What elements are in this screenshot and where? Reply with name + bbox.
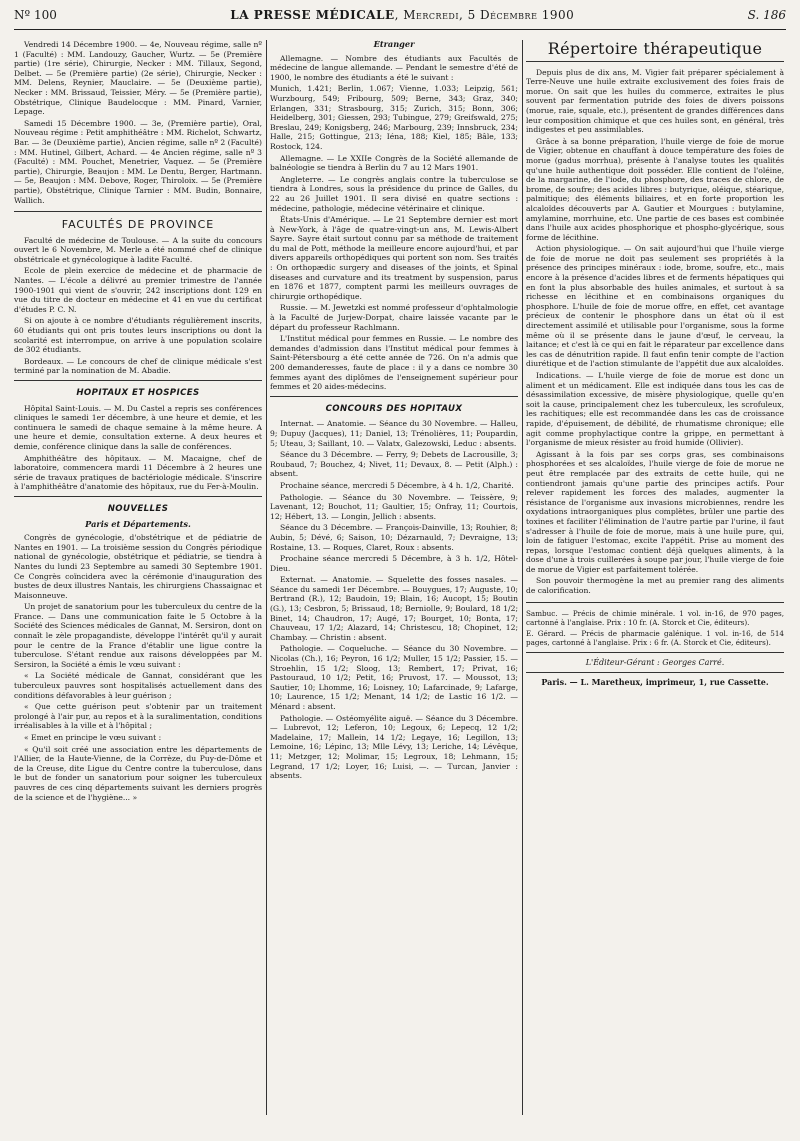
exam-schedule-friday: Vendredi 14 Décembre 1900. — 4e, Nouveau régime, salle nº 1 (Faculté) : MM. Landouzy, Gaucher, Wurtz. — 5e (Première partie) (1re série), Chirurgie, Necker : MM. Tillaux, Segond, Delbet. — 5e (Première partie) (2e série), Chirurgie, Necker : MM. Delens, Reynier, Mauclaire. — 5e (Deuxième partie), Necker : MM. Brissaud, Teissier, Méry. — 5e (Première partie), Obstétrique, Clinique Baudelocque : MM. Pinard, Varnier, Lepage.: [14, 40, 262, 117]
columns: [14, 40, 786, 1115]
printer-line: [526, 672, 784, 688]
news-bordeaux: Bordeaux. — Le concours de chef de clinique médicale s'est terminé par la nomination de M. Abadie.: [14, 356, 262, 376]
externat-anatomie: Externat. — Anatomie. — Squelette des fosses nasales. — Séance du samedi 1er Décembre. — Bouygues, 17; Auguste, 10; Bertrand (R.), 12; Baudoin, 19; Blain, 16; Aucopt, 15; Boutin (G.), 13; Cesbron, 5; Brissaud, 18; Berniolle, 9; Boulard, 18 1/2; Binet, 14; Chaudron, 17; Augé, 17; Bourget, 10; Bonta, 17; Chauveau, 17 1/2; Alazard, 14; Christescu, 18; Chopinet, 12; Chambay. — Christin : absent.: [270, 575, 518, 642]
section-title-hopitaux: HOPITAUX ET HOSPICES: [14, 380, 262, 399]
repertoire-title: Répertoire thérapeutique: [526, 40, 784, 62]
book-notices: [526, 602, 784, 647]
issue-number: Nº 100: [14, 8, 57, 22]
news-saint-louis: Hôpital Saint-Louis. — M. Du Castel a repris ses conférences cliniques le samedi 1er décembre, à une heure et demie, et les continuera le samedi de chaque semaine à la même heure. A une heure et demie, consultation externe. A deux heures et demie, conférence clinique dans la salle de conférences.: [14, 403, 262, 451]
exam-schedule-saturday: Samedi 15 Décembre 1900. — 3e, (Première partie), Oral, Nouveau régime : Petit amphithéâtre : MM. Richelot, Schwartz, Bar. — 3e (Deuxième partie), Ancien régime, salle nº 2 (Faculté) : MM. Hutinel, Gilbert, Achard. — 4e Ancien régime, salle nº 3 (Faculté) : MM. Pouchet, Menetrier, Vaquez. — 5e (Première partie), Chirurgie, Beaujon : MM. Le Dentu, Berger, Hartmann. — 5e, Beaujon : MM. Debove, Roger, Thiroloix. — 5e (Première partie), Obstétrique, Clinique Tarnier : MM. Budin, Bonnaire, Wallich.: [14, 118, 262, 205]
editor-line: [526, 652, 784, 668]
book-sambuc: Sambuc. — Précis de chimie minérale. 1 vol. in-16, de 970 pages, cartonné à l'anglaise. Prix : 10 fr. (A. Storck et Cie, éditeurs).: [526, 608, 784, 627]
news-allemagne-etudiants: Allemagne. — Nombre des étudiants aux Facultés de médecine de langue allemande. — Pendant le semestre d'été de 1900, le nombre des étudiants a été le suivant :: [270, 53, 518, 82]
section-title-facultes: FACULTÉS DE PROVINCE: [14, 211, 262, 230]
news-nantes-2: Si on ajoute à ce nombre d'étudiants régulièrement inscrits, 60 étudiants qui ont pris toutes leurs inscriptions ou dont la scolarité est interrompue, on arrive à une population scolaire de 302 étudiants.: [14, 316, 262, 355]
repertoire-indications: Indications. — L'huile vierge de foie de morue est donc un aliment et un médicament. Elle est indiquée dans tous les cas de désassimilation excessive, de misère physiologique, quelle qu'en soit la cause, principalement chez les tuberculeux, les scrofuleux, les rachitiques; elle est recommandée dans les cas de croissance rapide, d'épuisement, de débilité, de rhumatisme chronique; elle agit comme prophylactique contre la grippe, en permettant à l'organisme de mieux résister au froid humide (Ollivier).: [526, 371, 784, 448]
externat-pathologie-osteomyelite: Pathologie. — Ostéomyélite aiguë. — Séance du 3 Décembre. — Lubrevot, 12; Leferon, 10; Legoux, 6; Lepecq, 12 1/2; Madelaine, 17; Mallein, 14 1/2; Legaye, 16; Legillon, 13; Lemoine, 16; Lépinc, 13; Mlle Lévy, 13; Leriche, 14; Lévêque, 11; Metzger, 12; Molimar, 15; Legroux, 18; Lehmann, 15; Legrand, 17 1/2; Loyer, 16; Luisi, —. — Turcan, Janvier : absents.: [270, 713, 518, 781]
book-gerard: E. Gérard. — Précis de pharmacie galénique. 1 vol. in-16, de 514 pages, cartonné à l'anglaise. Prix : 6 fr. (A. Storck et Cie, éditeurs).: [526, 628, 784, 647]
internat-anatomie-30nov: Internat. — Anatomie. — Séance du 30 Novembre. — Halleu, 9; Dupuy (Jacques), 11; Daniel, 13; Trénolières, 11; Poupardin, 5; Uteau, 3; Saillant, 10. — Valatx, Galezowski, Leduc : absents.: [270, 419, 518, 448]
internat-anatomie-3dec: Séance du 3 Décembre. — Ferry, 9; Debets de Lacrousille, 3; Roubaud, 7; Bouchez, 4; Nivet, 11; Devaux, 8. — Petit (Alph.) : absent.: [270, 450, 518, 479]
repertoire-action: Action physiologique. — On sait aujourd'hui que l'huile vierge de foie de morue ne doit pas seulement ses propriétés à la présence des principes minéraux : iode, brome, soufre, etc., mais encore à la présence d'acides libres et de ferments hépatiques qui en font la plus absorbable des huiles animales, et surtout à sa richesse en lécithine et en combinaisons organiques du phosphore. L'huile de foie de morue offre, en effet, cet avantage précieux de contenir le phosphore dans un état où il est directement assimilé et utilisable pour l'organisme, sous la forme même où il se présente dans le jaune d'œuf, le cerveau, la laitance; et c'est là ce qui en fait le réparateur par excellence dans les cas de dénutrition rapide. Il faut enfin tenir compte de l'action diurétique et de l'action stimulante de l'appétit due aux alcaloïdes.: [526, 244, 784, 369]
news-congres-nantes: Congrès de gynécologie, d'obstétrique et de pédiatrie de Nantes en 1901. — La troisième session du Congrès périodique national de gynécologie, obstétrique et pédiatrie, se tiendra à Nantes du lundi 23 Septembre au samedi 30 Septembre 1901. Ce Congrès coïncidera avec la cérémonie d'inauguration des bustes de deux illustres Nantais, les chirurgiens Chassaignac et Maisonneuve.: [14, 533, 262, 600]
column-left: [14, 40, 262, 1115]
printer-imprint: Paris. — L. Maretheux, imprimeur, 1, rue Cassette.: [541, 677, 769, 688]
editor-gerant: L'Éditeur-Gérant : Georges Carré.: [585, 657, 725, 667]
news-etats-unis: États-Unis d'Amérique. — Le 21 Septembre dernier est mort à New-York, à l'âge de quatre-vingt-un ans, M. Lewis-Albert Sayre. Sayre était surtout connu par sa méthode de traitement du mal de Pott, méthode la meilleure encore aujourd'hui, et par divers appareils orthopédiques qui portent son nom. Ses traités : On orthopædic surgery and diseases of the joints, et Spinal diseases and curvature and its treatment by suspension, parus en 1876 et 1877, comptent parmi les meilleurs ouvrages de chirurgie orthopédique.: [270, 215, 518, 301]
section-title-nouvelles: NOUVELLES: [14, 496, 262, 515]
news-sanatorium: Un projet de sanatorium pour les tuberculeux du centre de la France. — Dans une communication faite le 5 Octobre à la Société des Sciences médicales de Gannat, M. Sersiron, dont on connaît le zèle propagandiste, développe l'intérêt qu'il y aurait pour le centre de la France d'établir une ligue contre la tuberculose. S'étant rendue aux raisons développées par M. Sersiron, la Société a émis le vœu suivant :: [14, 602, 262, 669]
page-number: S. 186: [747, 8, 786, 22]
internat-pathologie-3dec: Séance du 3 Décembre. — François-Dainville, 13; Rouhier, 8; Aubin, 5; Dévé, 6; Saison, 10; Dézarnauld, 7; Devraigne, 13; Rostaine, 13. — Roques, Claret, Roux : absents.: [270, 523, 518, 552]
repertoire-thermogene: Son pouvoir thermogène la met au premier rang des aliments de calorification.: [526, 576, 784, 596]
column-rule: [522, 40, 523, 1115]
issue-date: , Mercredi, 5 Décembre 1900: [394, 8, 575, 22]
news-amphitheatre: Amphithéâtre des hôpitaux. — M. Macaigne, chef de laboratoire, commencera mardi 11 Décembre à 2 heures une série de travaux pratiques de bactériologie médicale. S'inscrire à l'amphithéâtre d'anatomie des hôpitaux, rue du Fer-à-Moulin.: [14, 453, 262, 492]
externat-pathologie-coqueluche: Pathologie. — Coqueluche. — Séance du 30 Novembre. — Nicolas (Ch.), 16; Peyron, 16 1/2; Muller, 15 1/2; Passier, 15. — Stroehlin, 15 1/2; Sloog, 13; Rembert, 17; Privat, 16; Pastouraud, 10 1/2; Petit, 16; Pruvost, 17. — Moussot, 13; Sautier, 10; Lhomme, 16; Loisney, 10; Lafarcinade, 9; Lafarge, 10; Laurence, 15 1/2; Menant, 14 1/2; de Lastic 16 1/2. — Ménard : absent.: [270, 644, 518, 711]
masthead: [230, 8, 574, 22]
section-title-concours: CONCOURS DES HOPITAUX: [270, 396, 518, 415]
quote-4: « Qu'il soit créé une association entre les départements de l'Allier, de la Haute-Vienne, de la Corrèze, du Puy-de-Dôme et de la Creuse, dite Ligue du Centre contre la tuberculose, dans le but de fonder un sanatorium pour soigner les tuberculeux pauvres de ces cinq départements suivant les derniers progrès de la science et de l'hygiène... »: [14, 744, 262, 802]
journal-title: LA PRESSE MÉDICALE: [230, 8, 395, 22]
news-russie: Russie. — M. Jewetzki est nommé professeur d'ophtalmologie à la Faculté de Jurjew-Dorpat, chaire laissée vacante par le départ du professeur Rachlmann.: [270, 303, 518, 332]
news-institut-femmes: L'Institut médical pour femmes en Russie. — Le nombre des demandes d'admission dans l'Institut médical pour femmes à Saint-Pétersbourg a été cette année de 726. On n'a admis que 200 demanderesses, faute de place : il y a dans ce nombre 30 femmes ayant des diplômes de l'enseignement supérieur pour femmes et 20 aides-médecins.: [270, 334, 518, 392]
repertoire-intro: Depuis plus de dix ans, M. Vigier fait préparer spécialement à Terre-Neuve une huile extraite exclusivement des foies frais de morue. On sait que les huiles du commerce, extraites le plus souvent par fermentation putride des foies de divers poissons (morue, raie, squale, etc.), présentent de grandes différences dans leur composition chimique et que ces huiles sont, en général, très indigestes et peu assimilables.: [526, 67, 784, 135]
column-middle: [270, 40, 518, 1115]
news-toulouse: Faculté de médecine de Toulouse. — A la suite du concours ouvert le 6 Novembre, M. Merle a été nommé chef de clinique obstétricale et gynécologique à ladite Faculté.: [14, 235, 262, 264]
news-angleterre: Angleterre. — Le congrès anglais contre la tuberculose se tiendra à Londres, sous la présidence du prince de Galles, du 22 au 26 Juillet 1901. Il sera divisé en quatre sections : médecine, pathologie, médecine vétérinaire et clinique.: [270, 174, 518, 213]
news-nantes: Ecole de plein exercice de médecine et de pharmacie de Nantes. — L'école a délivré au premier trimestre de l'année 1900-1901 qui vient de s'ouvrir, 242 inscriptions dont 129 en vue du titre de docteur en médecine et 41 en vue du certificat d'études P. C. N.: [14, 266, 262, 314]
subsection-etranger: Étranger: [373, 40, 415, 49]
internat-pathologie-next: Prochaine séance mercredi 5 Décembre, à 3 h. 1/2, Hôtel-Dieu.: [270, 554, 518, 573]
column-rule: [266, 40, 267, 1115]
internat-pathologie-30nov: Pathologie. — Séance du 30 Novembre. — Teissère, 9; Lavenant, 12; Bouchot, 11; Gaultier, 15; Onfray, 11; Courtois, 12; Hébert, 13. — Longin, Jellich : absents.: [270, 492, 518, 521]
quote-1: « La Société médicale de Gannat, considérant que les tuberculeux pauvres sont hospitalisés actuellement dans des conditions défavorables à leur guérison ;: [14, 671, 262, 700]
internat-anatomie-next: Prochaine séance, mercredi 5 Décembre, à 4 h. 1/2, Charité.: [280, 480, 514, 490]
column-right: [526, 40, 784, 1115]
student-counts: Munich, 1.421; Berlin, 1.067; Vienne, 1.033; Leipzig, 561; Wurzbourg, 549; Fribourg, 509; Berne, 343; Graz, 340; Erlangen, 331; Strasbourg, 315; Zurich, 315; Bonn, 306; Heidelberg, 301; Giessen, 293; Tubingue, 279; Greifswald, 275; Breslau, 249; Konigsberg, 246; Marbourg, 239; Innsbruck, 234; Halle, 215; Gottingue, 213; Iéna, 188; Kiel, 185; Bâle, 133; Rostock, 124.: [270, 84, 518, 151]
running-header: [14, 8, 786, 30]
subsection-paris: Paris et Départements.: [85, 518, 191, 529]
news-allemagne-congres: Allemagne. — Le XXIIe Congrès de la Société allemande de balnéologie se tiendra à Berlin du 7 au 12 Mars 1901.: [270, 153, 518, 173]
repertoire-usage: Agissant à la fois par ses corps gras, ses combinaisons phosphorées et ses alcaloïdes, l'huile vierge de foie de morue ne peut être remplacée par des extraits de cette huile, qui ne contiendront jamais qu'une partie des principes actifs. Pour relever rapidement les forces des malades, augmenter la résistance de l'organisme aux invasions microbiennes, rendre les oxydations intraorganiques plus complètes, brûler une partie des toxines et faciliter l'élimination de l'autre partie par l'urine, il faut s'adresser à l'huile de foie de morue, mais à une huile pure, qui, loin de fatiguer l'estomac, excite l'appétit. Prise au moment des repas, lorsque l'estomac contient déjà quelques aliments, à la dose d'une à trois cuillerées à soupe par jour, l'huile vierge de foie de morue de Vigier est parfaitement tolérée.: [526, 449, 784, 574]
quote-2: « Que cette guérison peut s'obtenir par un traitement prolongé à l'air pur, au repos et à la suralimentation, conditions irréalisables à la ville et à l'hôpital ;: [14, 702, 262, 731]
repertoire-composition: Grâce à sa bonne préparation, l'huile vierge de foie de morue de Vigier, obtenue en chauffant à douce température des foies de morue (gadus morrhua), présente à l'analyse toutes les qualités qu'une huile authentique doit posséder. Elle contient de l'oléine, de la margarine, de l'iode, du phosphore, des traces de chlore, de brome, de soufre; des acides libres : butyrique, oléique, stéarique, palmitique; des éléments biliaires, et en forte proportion les alcaloïdes découverts par A. Gautier et Mourgues : butylamine, amylamine, morrhuine, etc. Une partie de ces bases est combinée dans l'huile aux acides phosphorique et phospho-glycérique, sous forme de lécithine.: [526, 136, 784, 242]
quote-3: « Emet en principe le vœu suivant :: [24, 733, 162, 742]
